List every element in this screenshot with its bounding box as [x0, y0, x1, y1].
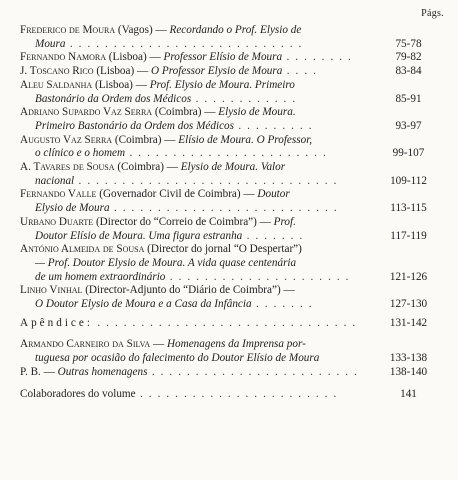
- entry-place: (Lisboa) —: [106, 51, 161, 64]
- entry-title: Moura: [35, 37, 66, 50]
- toc-entry: [20, 317, 447, 331]
- entry-place: (Lisboa) —: [93, 65, 149, 78]
- entry-title: Elysio de Moura: [35, 202, 110, 215]
- dot-leader: . . . . . . . . . . . . . . . . . . . . .: [165, 270, 351, 283]
- contributors-label: Colaboradores do volume: [20, 387, 136, 400]
- toc-entry: [20, 366, 447, 380]
- entry-author: Linho Vinhal: [20, 284, 83, 297]
- toc-entry: [20, 216, 447, 243]
- entry-pages: 113-115: [390, 202, 427, 215]
- dot-leader: . . . . . . . . . . . . . . . . . . . . . . .: [125, 147, 328, 160]
- entry-author: Fernando Namora: [20, 51, 106, 64]
- entry-pages: 133-138: [389, 352, 428, 365]
- dot-leader: . . . . . . . . . . . .: [191, 92, 297, 105]
- entry-title: O Doutor Elysio de Moura e a Casa da Infância: [35, 298, 252, 311]
- dot-leader: . . . .: [282, 65, 318, 78]
- dot-leader: . . . . . . . . . . . . . . . . . . . . . . . . . .: [109, 202, 339, 215]
- toc-entry: [20, 106, 447, 133]
- entry-title: Elysio de Moura. Valor: [177, 161, 286, 174]
- toc-entry: [20, 161, 447, 188]
- entry-place: (Lisboa) —: [92, 78, 147, 91]
- toc-entry: [20, 338, 447, 365]
- entry-title: — Prof. Doutor Elysio de Moura. A vida quase centenária: [35, 256, 297, 269]
- entry-title: Doutor: [254, 188, 290, 201]
- entry-pages: 85-91: [395, 92, 422, 105]
- dot-leader: . . . . . . . . . . . . . . . . . . . . . . . .: [147, 365, 359, 378]
- entry-pages: 117-119: [390, 229, 427, 242]
- toc-entry: [20, 65, 447, 79]
- entry-pages: 127-130: [389, 298, 428, 311]
- entry-title: Primeiro Bastonário da Ordem dos Médicos: [35, 119, 234, 132]
- entry-author: Frederico de Moura: [20, 24, 116, 36]
- entry-pages: 121-126: [389, 270, 428, 283]
- entry-title: Professor Elísio de Moura: [160, 51, 283, 64]
- entry-pages: 138-140: [389, 365, 428, 378]
- entry-title: de um homem extraordinário: [35, 270, 166, 283]
- entry-title: Bastonário da Ordem dos Médicos: [35, 92, 192, 105]
- entry-title: tuguesa por ocasião do falecimento do Doutor Elísio de Moura: [35, 352, 320, 365]
- dot-leader: . . . . . . . . . . . . . . . . . . . . . . . . . . . . . .: [92, 316, 357, 329]
- dot-leader: . . . . . . .: [251, 298, 314, 311]
- entry-pages: 79-82: [395, 51, 422, 64]
- entry-title: Outras homenagens: [54, 365, 148, 378]
- entry-place: (Director do jornal “O Despertar”): [144, 243, 302, 256]
- dot-leader: . . . . . . . .: [282, 51, 353, 64]
- toc-entry: [20, 188, 447, 215]
- toc-entry: [20, 79, 447, 106]
- entry-author: Urbano Duarte: [20, 215, 94, 228]
- entry-pages: 131-142: [389, 316, 428, 329]
- entry-title: Recordando o Prof. Elysio de: [166, 24, 302, 36]
- dot-leader: . . . . . . .: [242, 229, 304, 242]
- entry-author: A. Tavares de Sousa: [20, 161, 115, 174]
- entry-place: (Vagos) —: [115, 24, 167, 36]
- entry-place: (Coimbra) —: [152, 106, 216, 119]
- pages-column-header: Págs.: [421, 8, 444, 19]
- dot-leader: . . . . . . . . .: [233, 119, 314, 132]
- entry-place: (Coimbra) —: [114, 161, 178, 174]
- toc-entry: [20, 134, 447, 161]
- entry-title: Doutor Elísio de Moura. Uma figura estranha: [35, 229, 243, 242]
- entry-author: Adriano Supardo Vaz Serra: [20, 106, 153, 119]
- entry-author: Armando Carneiro da Silva: [20, 338, 151, 351]
- entry-pages: 93-97: [395, 119, 422, 132]
- entry-pages: 83-84: [395, 65, 422, 78]
- entry-author: António Almeida de Sousa: [20, 243, 145, 256]
- entry-title: Prof. Elysio de Moura. Primeiro: [146, 78, 295, 91]
- table-of-contents: [20, 24, 447, 401]
- entry-title: o clínico e o homem: [35, 147, 126, 160]
- dot-leader: . . . . . . . . . . . . . . . . . . . . . . .: [135, 387, 338, 400]
- entry-title: O Professor Elysio de Moura: [148, 65, 283, 78]
- entry-title: nacional: [35, 174, 75, 187]
- entry-author: Augusto Vaz Serra: [20, 133, 113, 146]
- entry-author: Aleu Saldanha: [20, 78, 93, 91]
- entry-place: (Director do “Correio de Coimbra”) —: [93, 215, 271, 228]
- toc-entry: [20, 388, 447, 402]
- toc-entry: [20, 243, 447, 284]
- entry-author: J. Toscano Rico: [20, 65, 94, 78]
- dot-leader: . . . . . . . . . . . . . . . . . . . . . . . . . . . . . .: [74, 174, 338, 187]
- entry-pages: 75-78: [395, 37, 422, 50]
- entry-title: Homenagens da Imprensa por-: [164, 338, 306, 351]
- entry-pages: 109-112: [390, 174, 427, 187]
- entry-place: (Director-Adjunto do “Diário de Coimbra”) —: [82, 284, 295, 297]
- entry-label: P. B. —: [20, 365, 55, 378]
- entry-place: (Governador Civil de Coimbra) —: [96, 188, 255, 201]
- entry-author: Fernando Valle: [20, 188, 97, 201]
- appendix-label: Apêndice:: [20, 316, 93, 329]
- toc-entry: [20, 51, 447, 65]
- entry-pages: 141: [400, 387, 417, 400]
- toc-entry: [20, 24, 447, 51]
- entry-place: (Coimbra) —: [112, 133, 176, 146]
- entry-title: Prof.: [270, 215, 296, 228]
- entry-title: Elísio de Moura. O Professor,: [175, 133, 313, 146]
- entry-place: —: [150, 338, 165, 351]
- dot-leader: . . . . . . . . . . . . . . . . . . . . . . . . . . .: [65, 37, 303, 50]
- entry-pages: 99-107: [392, 147, 425, 160]
- entry-title: Elysio de Moura.: [215, 106, 296, 119]
- toc-entry: [20, 284, 447, 311]
